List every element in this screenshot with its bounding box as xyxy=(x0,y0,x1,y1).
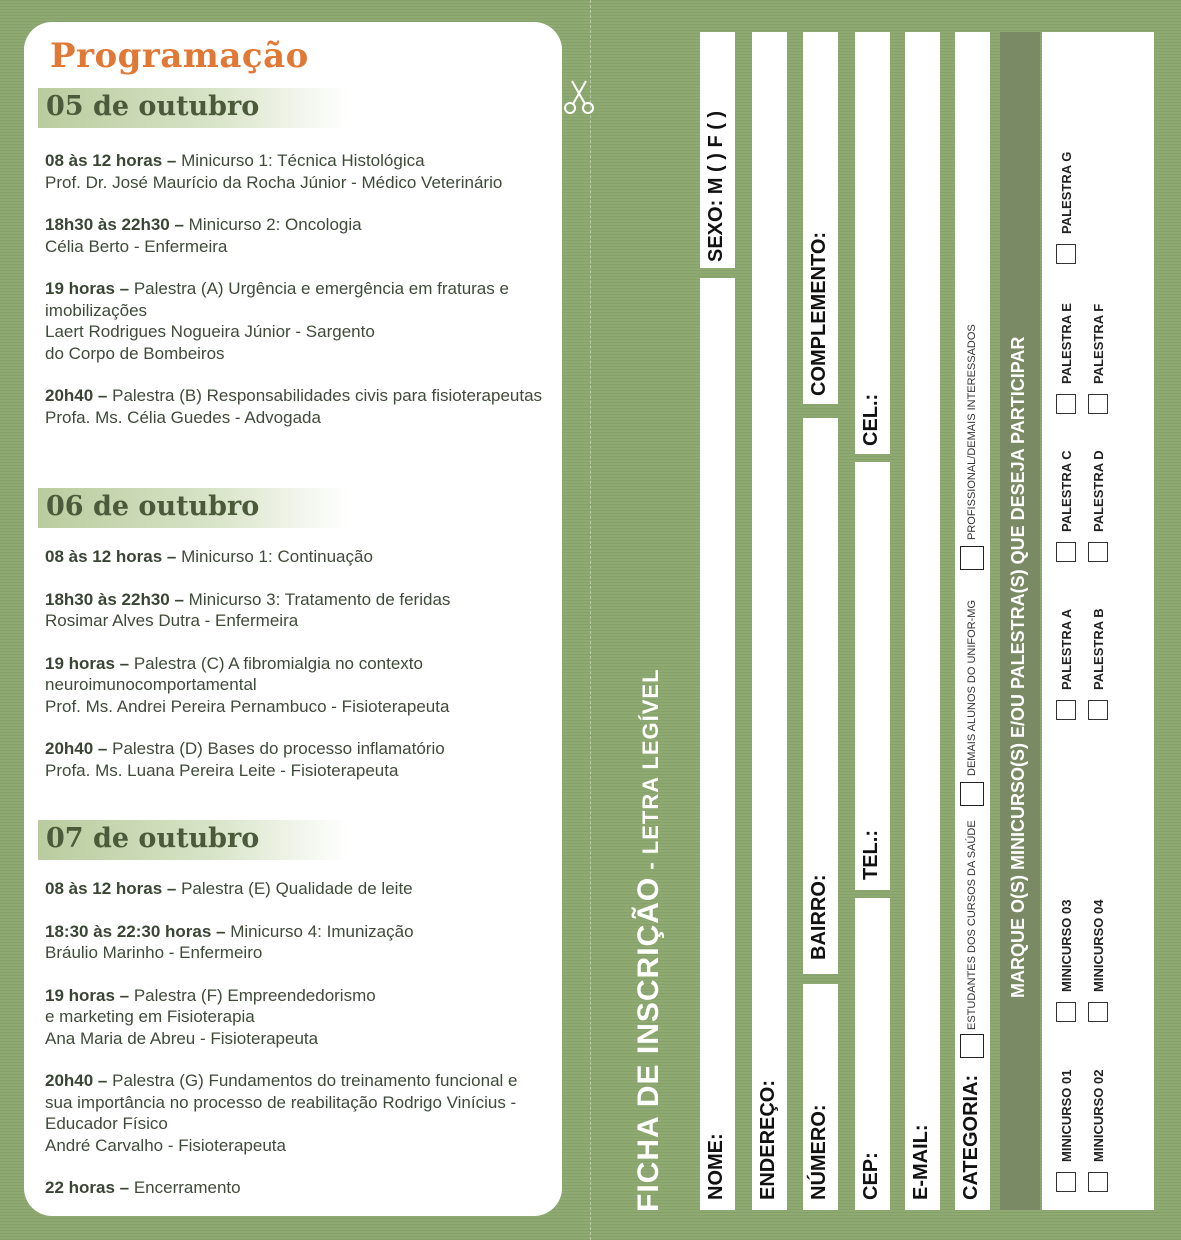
item-time: 19 horas – xyxy=(45,279,130,298)
marque-label: MARQUE O(S) MINICURSO(S) E/OU PALESTRA(S) QUE DESEJA PARTICIPAR xyxy=(1008,336,1028,998)
nome-field[interactable] xyxy=(700,278,735,1210)
item-detail: Laert Rodrigues Nogueira Júnior - Sargento xyxy=(45,322,375,341)
minicurso-03-checkbox[interactable] xyxy=(1056,1002,1076,1022)
item-title: Minicurso 3: Tratamento de feridas xyxy=(183,589,451,609)
item-time: 08 às 12 horas – xyxy=(45,879,177,898)
category-checkbox-1[interactable] xyxy=(960,1034,984,1058)
item-time: 18h30 às 22h30 – xyxy=(45,215,184,234)
program-item xyxy=(45,921,545,964)
program-item xyxy=(45,738,545,781)
program-item xyxy=(45,589,545,632)
palestra-e-label: PALESTRA E xyxy=(1059,303,1074,384)
day-2-items xyxy=(45,546,545,802)
item-time: 19 horas – xyxy=(45,985,130,1005)
category-checkbox-3[interactable] xyxy=(960,546,984,570)
minicurso-04-label: MINICURSO 04 xyxy=(1091,899,1106,992)
palestra-a-label: PALESTRA A xyxy=(1059,608,1074,690)
program-item xyxy=(45,214,545,257)
item-detail: Bráulio Marinho - Enfermeiro xyxy=(45,943,263,962)
item-title: Minicurso 2: Oncologia xyxy=(183,215,362,234)
minicurso-04-checkbox[interactable] xyxy=(1088,1002,1108,1022)
minicurso-01-label: MINICURSO 01 xyxy=(1059,1069,1074,1162)
item-detail: Prof. Ms. Andrei Pereira Pernambuco - Fisioterapeuta xyxy=(45,696,450,716)
palestra-e-checkbox[interactable] xyxy=(1056,394,1076,414)
palestra-c-label: PALESTRA C xyxy=(1059,450,1074,532)
item-detail: Ana Maria de Abreu - Fisioterapeuta xyxy=(45,1028,319,1048)
tel-label: TEL.: xyxy=(860,830,882,880)
day-header-2: 06 de outubro xyxy=(38,488,348,528)
item-detail: Célia Berto - Enfermeira xyxy=(45,236,228,256)
item-title: Palestra (C) A fibromialgia no contexto neuroimunocomportamental xyxy=(45,653,423,694)
day-header-1: 05 de outubro xyxy=(38,88,348,128)
email-label: E-MAIL: xyxy=(910,1124,932,1200)
item-title: Palestra (B) Responsabilidades civis para fisioterapeutas xyxy=(107,386,543,405)
program-title: Programação xyxy=(50,36,309,76)
item-detail: André Carvalho - Fisioterapeuta xyxy=(45,1135,286,1155)
item-time: 08 às 12 horas – xyxy=(45,151,177,170)
tel-field[interactable] xyxy=(855,462,890,890)
item-title: Palestra (A) Urgência e emergência em fraturas e imobilizações xyxy=(45,279,509,320)
item-title: Minicurso 1: Continuação xyxy=(176,547,373,566)
program-item xyxy=(45,1070,545,1156)
program-item xyxy=(45,985,545,1050)
program-item xyxy=(45,278,545,364)
categoria-label: CATEGORIA: xyxy=(960,1074,982,1200)
item-time: 19 horas – xyxy=(45,653,130,673)
item-detail: Prof. Dr. José Maurício da Rocha Júnior - Médico Veterinário xyxy=(45,172,503,192)
program-item xyxy=(45,385,545,428)
item-detail: do Corpo de Bombeiros xyxy=(45,343,225,363)
item-title: Minicurso 1: Técnica Histológica xyxy=(176,151,425,170)
item-title: Encerramento xyxy=(129,1178,241,1197)
form-title: FICHA DE INSCRIÇÃO - LETRA LEGÍVEL xyxy=(632,668,665,1212)
cep-label: CEP: xyxy=(860,1152,882,1200)
item-time: 22 horas – xyxy=(45,1178,130,1197)
palestra-f-label: PALESTRA F xyxy=(1091,303,1106,384)
item-time: 18:30 às 22:30 horas – xyxy=(45,921,226,941)
program-item xyxy=(45,546,545,568)
item-title: Palestra (E) Qualidade de leite xyxy=(176,879,413,898)
palestra-f-checkbox[interactable] xyxy=(1088,394,1108,414)
category-checkbox-2[interactable] xyxy=(960,782,984,806)
item-title: Palestra (D) Bases do processo inflamatório xyxy=(107,739,445,758)
palestra-d-checkbox[interactable] xyxy=(1088,542,1108,562)
palestra-b-checkbox[interactable] xyxy=(1088,700,1108,720)
bairro-label: BAIRRO: xyxy=(808,874,830,960)
category-label-1: ESTUDANTES DOS CURSOS DA SAÚDE xyxy=(966,820,978,1030)
cel-field[interactable] xyxy=(855,32,890,454)
item-title: Minicurso 4: Imunização xyxy=(225,921,414,941)
palestra-g-checkbox[interactable] xyxy=(1056,244,1076,264)
minicurso-02-label: MINICURSO 02 xyxy=(1091,1069,1106,1162)
item-title: Palestra (G) Fundamentos do treinamento funcional e sua importância no processo de reabilitação Rodrigo Vinícius - Educador Físico xyxy=(45,1071,518,1133)
endereco-label: ENDEREÇO: xyxy=(757,1079,779,1200)
item-time: 20h40 – xyxy=(45,386,108,405)
category-label-3: PROFISSIONAL/DEMAIS INTERESSADOS xyxy=(966,324,978,540)
palestra-b-label: PALESTRA B xyxy=(1091,608,1106,690)
item-title: Palestra (F) Empreendedorismo xyxy=(129,985,376,1005)
scissors-icon xyxy=(562,78,596,124)
email-field[interactable] xyxy=(905,32,940,1210)
palestra-c-checkbox[interactable] xyxy=(1056,542,1076,562)
day-header-3: 07 de outubro xyxy=(38,820,348,860)
complemento-label: COMPLEMENTO: xyxy=(808,231,830,396)
endereco-field[interactable] xyxy=(752,32,787,1210)
item-time: 20h40 – xyxy=(45,1071,108,1090)
day-3-items xyxy=(45,878,545,1220)
item-time: 20h40 – xyxy=(45,739,108,758)
nome-label: NOME: xyxy=(705,1133,727,1200)
item-detail: Rosimar Alves Dutra - Enfermeira xyxy=(45,611,299,630)
cel-label: CEL.: xyxy=(860,393,882,446)
palestra-d-label: PALESTRA D xyxy=(1091,450,1106,532)
fold-line xyxy=(590,0,591,1240)
item-detail: Profa. Ms. Célia Guedes - Advogada xyxy=(45,407,321,427)
day-1-items xyxy=(45,150,545,449)
program-item xyxy=(45,150,545,193)
numero-label: NÚMERO: xyxy=(808,1104,830,1200)
minicurso-02-checkbox[interactable] xyxy=(1088,1172,1108,1192)
palestra-g-label: PALESTRA G xyxy=(1059,151,1074,234)
minicurso-03-label: MINICURSO 03 xyxy=(1059,899,1074,992)
program-item xyxy=(45,653,545,718)
minicurso-01-checkbox[interactable] xyxy=(1056,1172,1076,1192)
item-detail: e marketing em Fisioterapia xyxy=(45,1007,255,1026)
palestra-a-checkbox[interactable] xyxy=(1056,700,1076,720)
item-detail: Profa. Ms. Luana Pereira Leite - Fisioterapeuta xyxy=(45,760,399,780)
item-time: 18h30 às 22h30 – xyxy=(45,589,184,609)
sexo-label: SEXO: M ( ) F ( ) xyxy=(705,110,727,262)
item-time: 08 às 12 horas – xyxy=(45,547,177,566)
program-panel xyxy=(24,22,562,1216)
program-item xyxy=(45,1177,545,1199)
program-item xyxy=(45,878,545,900)
category-label-2: DEMAIS ALUNOS DO UNIFOR-MG xyxy=(966,599,978,776)
